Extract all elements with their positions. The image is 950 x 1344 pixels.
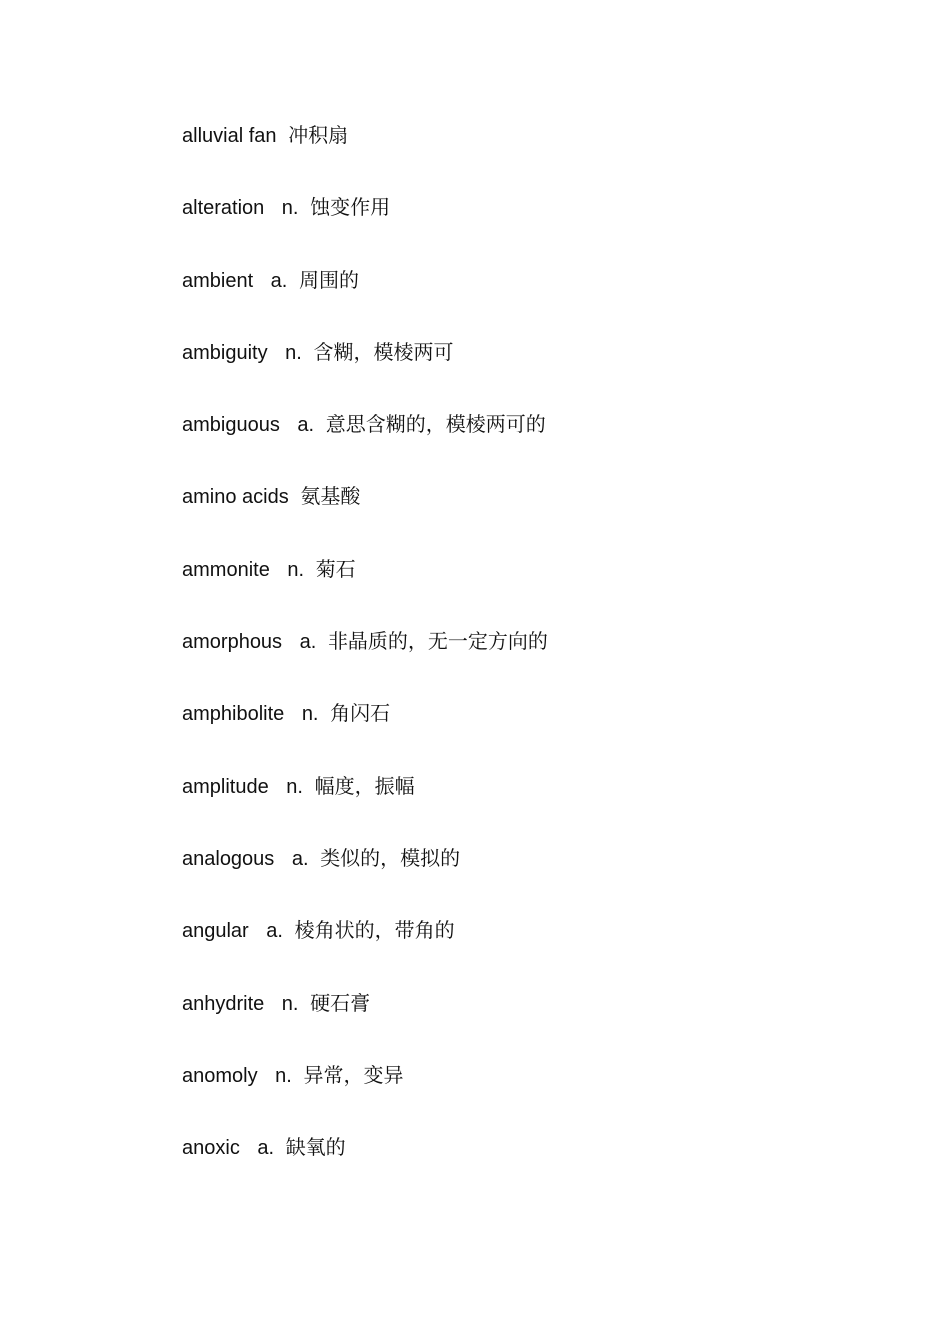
entry-meaning: 幅度，振幅 [314, 773, 415, 798]
entry-part-of-speech: n. [281, 197, 299, 220]
vocabulary-entry [182, 696, 548, 768]
entry-meaning: 角闪石 [330, 701, 391, 726]
vocabulary-entry [182, 913, 548, 985]
vocabulary-entry [182, 769, 548, 841]
entry-meaning: 类似的，模拟的 [320, 845, 461, 870]
entry-term: anhydrite [182, 992, 265, 1015]
entry-term: anomoly [182, 1064, 258, 1087]
vocabulary-entry [182, 1058, 548, 1130]
entry-part-of-speech: a. [257, 1137, 275, 1160]
vocabulary-entry [182, 841, 548, 913]
vocabulary-entry [182, 118, 548, 190]
entry-part-of-speech: a. [266, 920, 283, 943]
vocabulary-entry [182, 190, 548, 262]
vocabulary-entry [182, 624, 548, 696]
entry-term: anoxic [182, 1137, 240, 1160]
entry-part-of-speech: n. [287, 558, 305, 581]
entry-term: analogous [182, 847, 275, 870]
entry-part-of-speech: n. [281, 992, 299, 1015]
entry-meaning: 棱角状的，带角的 [294, 918, 455, 943]
entry-term: alteration [182, 197, 265, 220]
entry-part-of-speech: a. [299, 631, 317, 654]
entry-term: angular [182, 920, 249, 943]
vocabulary-entry [182, 335, 548, 407]
entry-term: ambiguous [182, 414, 280, 437]
vocabulary-entry [182, 986, 548, 1058]
entry-meaning: 异常，变异 [303, 1062, 404, 1087]
entry-meaning: 菊石 [315, 556, 356, 581]
vocabulary-entry [182, 407, 548, 479]
entry-part-of-speech: n. [301, 703, 319, 726]
entry-term: ammonite [182, 558, 270, 581]
entry-term: amino acids [182, 486, 289, 509]
entry-part-of-speech: a. [297, 414, 315, 437]
entry-meaning: 硬石膏 [310, 990, 371, 1015]
entry-meaning: 周围的 [299, 267, 360, 292]
entry-part-of-speech: n. [285, 341, 302, 364]
entry-term: amphibolite [182, 703, 285, 726]
entry-term: ambiguity [182, 341, 268, 364]
entry-term: alluvial fan [182, 125, 277, 147]
entry-term: ambient [182, 269, 254, 292]
vocabulary-list [182, 118, 548, 1202]
entry-meaning: 非晶质的，无一定方向的 [327, 629, 548, 654]
vocabulary-entry [182, 479, 548, 551]
entry-part-of-speech: n. [275, 1064, 292, 1087]
entry-meaning: 蚀变作用 [310, 195, 391, 220]
entry-meaning: 含糊，模棱两可 [313, 339, 454, 364]
entry-part-of-speech: a. [291, 847, 309, 870]
entry-term: amorphous [182, 631, 283, 654]
entry-meaning: 冲积扇 [288, 123, 349, 147]
entry-part-of-speech: n. [286, 775, 303, 798]
entry-meaning: 意思含糊的，模棱两可的 [325, 412, 546, 437]
vocabulary-entry [182, 1130, 548, 1202]
entry-meaning: 氨基酸 [300, 484, 361, 509]
entry-part-of-speech: a. [270, 269, 288, 292]
entry-meaning: 缺氧的 [285, 1135, 346, 1160]
vocabulary-entry [182, 552, 548, 624]
vocabulary-entry [182, 263, 548, 335]
entry-term: amplitude [182, 775, 269, 798]
